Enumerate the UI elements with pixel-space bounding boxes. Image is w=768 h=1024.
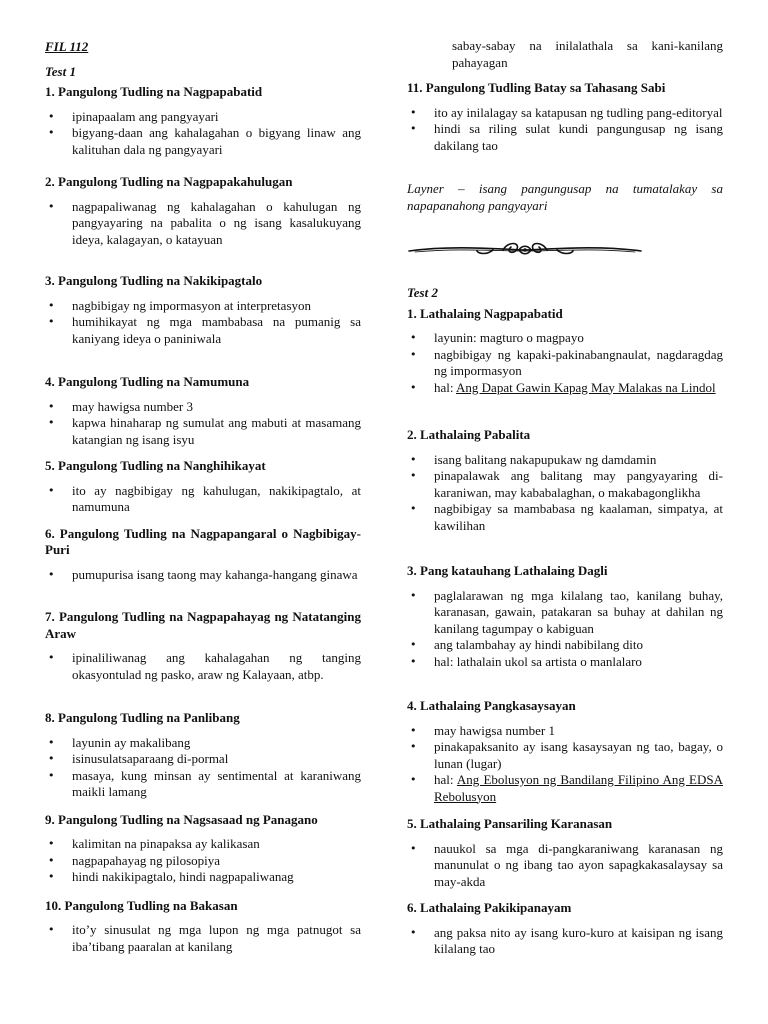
bullet-list — [407, 588, 723, 671]
bullet-list — [45, 650, 361, 683]
section-heading: 2. Pangulong Tudling na Nagpapakahulugan — [45, 174, 293, 189]
bullet-item: • nauukol sa mga di-pangkaraniwang karanasan ng manunulat o ng ibang tao ayon sapagkakasalaysay sa may-akda — [407, 841, 723, 891]
section — [407, 427, 723, 534]
bullet-item: • ito ay inilalagay sa katapusan ng tudling pang-editoryal — [407, 105, 723, 122]
bullet-list — [45, 399, 361, 449]
bullet-item: • nagbibigay sa mambabasa ng kaalaman, simpatya, at kawilihan — [407, 501, 723, 534]
bullet-item: • ipinapaalam ang pangyayari — [45, 109, 361, 126]
bullet-item: • ang talambahay ay hindi nabibilang dito — [407, 637, 723, 654]
left-column — [45, 0, 361, 955]
bullet-item: • ipinaliliwanag ang kahalagahan ng tanging okasyontulad ng pasko, araw ng Kalayaan, atbp. — [45, 650, 361, 683]
test1-section-11 — [407, 80, 723, 154]
bullet-item: • hindi sa riling sulat kundi pangungusap ng isang dakilang tao — [407, 121, 723, 154]
test2-section-list — [407, 306, 723, 958]
section-heading: 5. Lathalaing Pansariling Karanasan — [407, 816, 613, 831]
bullet-item: • layunin: magturo o magpayo — [407, 330, 723, 347]
section — [407, 563, 723, 670]
bullet-list — [45, 567, 361, 584]
bullet-list — [45, 199, 361, 249]
section — [45, 812, 361, 886]
bullet-prefix: hal: — [434, 772, 457, 787]
section-heading: 1. Pangulong Tudling na Nagpapabatid — [45, 84, 263, 99]
bullet-list — [407, 330, 723, 396]
section — [407, 816, 723, 890]
bullet-item: • kapwa hinaharap ng sumulat ang mabuti at masamang katangian ng isang isyu — [45, 415, 361, 448]
test1-section-list — [45, 84, 361, 955]
bullet-item — [407, 772, 723, 805]
bullet-list — [45, 298, 361, 348]
section-heading: 4. Lathalaing Pangkasaysayan — [407, 698, 576, 713]
section-heading: 8. Pangulong Tudling na Panlibang — [45, 710, 240, 725]
bullet-prefix: hal: — [434, 379, 457, 395]
bullet-list — [45, 109, 361, 159]
bullet-list — [407, 723, 723, 806]
bullet-list — [45, 836, 361, 886]
bullet-item: • hindi nakikipagtalo, hindi nagpapaliwanag — [45, 869, 361, 886]
bullet-list — [407, 452, 723, 535]
section — [407, 80, 723, 154]
bullet-item: • paglalarawan ng mga kilalang tao, kanilang buhay, karanasan, gawain, patakaran sa buhay at dahilan ng kanilang tagumpay o kabiguan — [407, 588, 723, 638]
bullet-item: • pumupurisa isang taong may kahanga-hangang ginawa — [45, 567, 361, 584]
bullet-item: • isinusulatsaparaang di-pormal — [45, 751, 361, 768]
bullet-item — [407, 380, 723, 397]
section-heading: 9. Pangulong Tudling na Nagsasaad ng Panagano — [45, 811, 318, 827]
section — [407, 900, 723, 958]
section — [45, 458, 361, 516]
section-heading: 5. Pangulong Tudling na Nanghihikayat — [45, 458, 266, 473]
bullet-item: • ang paksa nito ay isang kuro-kuro at kaisipan ng isang kilalang tao — [407, 925, 723, 958]
section — [407, 306, 723, 397]
right-column — [407, 0, 723, 958]
bullet-item: • nagbibigay ng kapaki-pakinabangnaulat, nagdaragdag ng impormasyon — [407, 347, 723, 380]
bullet-item: • hal: lathalain ukol sa artista o manlalaro — [407, 654, 723, 671]
section-heading: 1. Lathalaing Nagpapabatid — [407, 305, 563, 321]
bullet-item: • isang balitang nakapupukaw ng damdamin — [407, 452, 723, 469]
section-heading: 3. Pangulong Tudling na Nakikipagtalo — [45, 273, 263, 288]
section — [45, 84, 361, 158]
bullet-list — [407, 925, 723, 958]
bullet-item: • may hawigsa number 1 — [407, 723, 723, 740]
bullet-item: • nagpapahayag ng pilosopiya — [45, 853, 361, 870]
bullet-list — [407, 105, 723, 155]
bullet-item: • nagbibigay ng impormasyon at interpretasyon — [45, 298, 361, 315]
section-heading: 4. Pangulong Tudling na Namumuna — [45, 374, 250, 389]
test1-title: Test 1 — [45, 63, 76, 79]
course-code: FIL 112 — [45, 39, 89, 54]
ornamental-divider — [407, 238, 723, 262]
continuation-text: sabay-sabay na inilalathala sa kani-kanilang pahayagan — [452, 38, 723, 70]
bullet-item: • nagpapaliwanag ng kahalagahan o kahulugan ng pangyayaring na pabalita o ng isang kasalukuyang ideya, kalagayan, o katayuan — [45, 199, 361, 249]
bullet-item: • bigyang-daan ang kahalagahan o bigyang linaw ang kalituhan dala ng pangyayari — [45, 125, 361, 158]
bullet-list — [45, 483, 361, 516]
section — [45, 374, 361, 448]
section — [45, 174, 361, 248]
section-heading: 6. Pangulong Tudling na Nagpapangaral o Nagbibigay-Puri — [45, 525, 361, 557]
bullet-item: • kalimitan na pinapaksa ay kalikasan — [45, 836, 361, 853]
bullet-item: • pinakapaksanito ay isang kasaysayan ng tao, bagay, o lunan (lugar) — [407, 739, 723, 772]
section — [45, 609, 361, 683]
section — [45, 273, 361, 347]
bullet-item: • humihikayat ng mga mambabasa na pumanig sa kaniyang ideya o paniniwala — [45, 314, 361, 347]
bullet-item: • layunin ay makalibang — [45, 735, 361, 752]
test2-title: Test 2 — [407, 285, 438, 300]
bullet-list — [45, 922, 361, 955]
section-heading: 2. Lathalaing Pabalita — [407, 427, 531, 442]
section-heading: 7. Pangulong Tudling na Nagpapahayag ng Natatanging Araw — [45, 609, 361, 641]
layner-note: Layner – isang pangungusap na tumatalakay sa napapanahong pangyayari — [407, 181, 723, 213]
bullet-item: • masaya, kung minsan ay sentimental at karaniwang maikli lamang — [45, 768, 361, 801]
section-heading: 3. Pang katauhang Lathalaing Dagli — [407, 563, 608, 578]
bullet-list — [45, 735, 361, 801]
bullet-item: • pinapalawak ang balitang may pangyayaring di-karaniwan, may kababalaghan, o makabagonglikha — [407, 468, 723, 501]
section-heading: 10. Pangulong Tudling na Bakasan — [45, 897, 238, 913]
section — [407, 698, 723, 805]
bullet-item: • ito ay nagbibigay ng kahulugan, nakikipagtalo, at namumuna — [45, 483, 361, 516]
section-heading: 11. Pangulong Tudling Batay sa Tahasang Sabi — [407, 80, 666, 95]
underlined-title-link[interactable]: Ang Ebolusyon ng Bandilang Filipino Ang EDSA Rebolusyon — [434, 772, 723, 804]
bullet-list — [407, 841, 723, 891]
section — [45, 898, 361, 956]
underlined-title-link[interactable]: Ang Dapat Gawin Kapag May Malakas na Lindol — [456, 379, 716, 395]
section-heading: 6. Lathalaing Pakikipanayam — [407, 900, 572, 915]
section — [45, 526, 361, 584]
section — [45, 710, 361, 801]
bullet-item: • ito’y sinusulat ng mga lupon ng mga patnugot sa iba’tibang paaralan at kanilang — [45, 922, 361, 955]
bullet-item: • may hawigsa number 3 — [45, 399, 361, 416]
